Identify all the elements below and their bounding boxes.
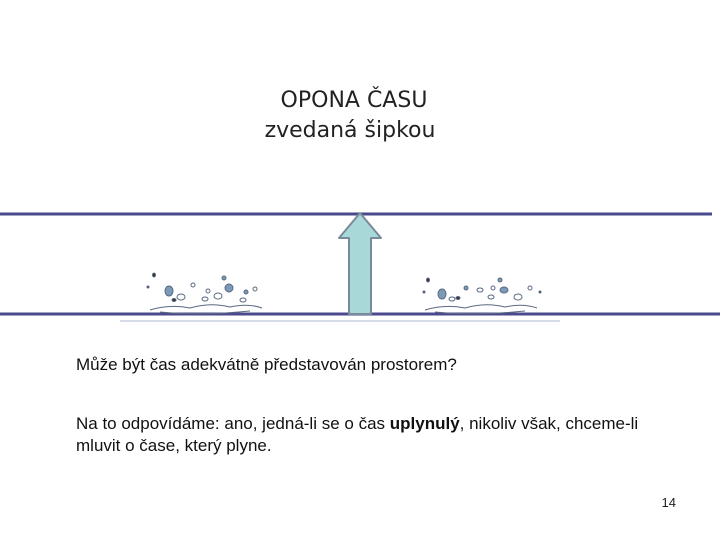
answer-part-2: , nikoliv však, chceme-li mluvit o čase, který plyne. bbox=[76, 414, 639, 455]
title-line-1: OPONA ČASU bbox=[280, 88, 428, 113]
page-number: 14 bbox=[661, 495, 676, 510]
answer-bold-word: uplynulý bbox=[389, 414, 460, 433]
splash-left-icon bbox=[147, 273, 262, 314]
curtain-illustration bbox=[0, 200, 720, 330]
splash-right-icon bbox=[423, 278, 541, 314]
answer-text bbox=[76, 413, 676, 457]
answer-part-1: Na to odpovídáme: ano, jedná-li se o čas bbox=[76, 414, 390, 433]
title-line-2: zvedaná šipkou bbox=[264, 118, 436, 143]
question-text: Může být čas adekvátně představován prostorem? bbox=[76, 355, 457, 374]
up-arrow-icon bbox=[339, 213, 381, 314]
slide-title bbox=[0, 86, 700, 146]
